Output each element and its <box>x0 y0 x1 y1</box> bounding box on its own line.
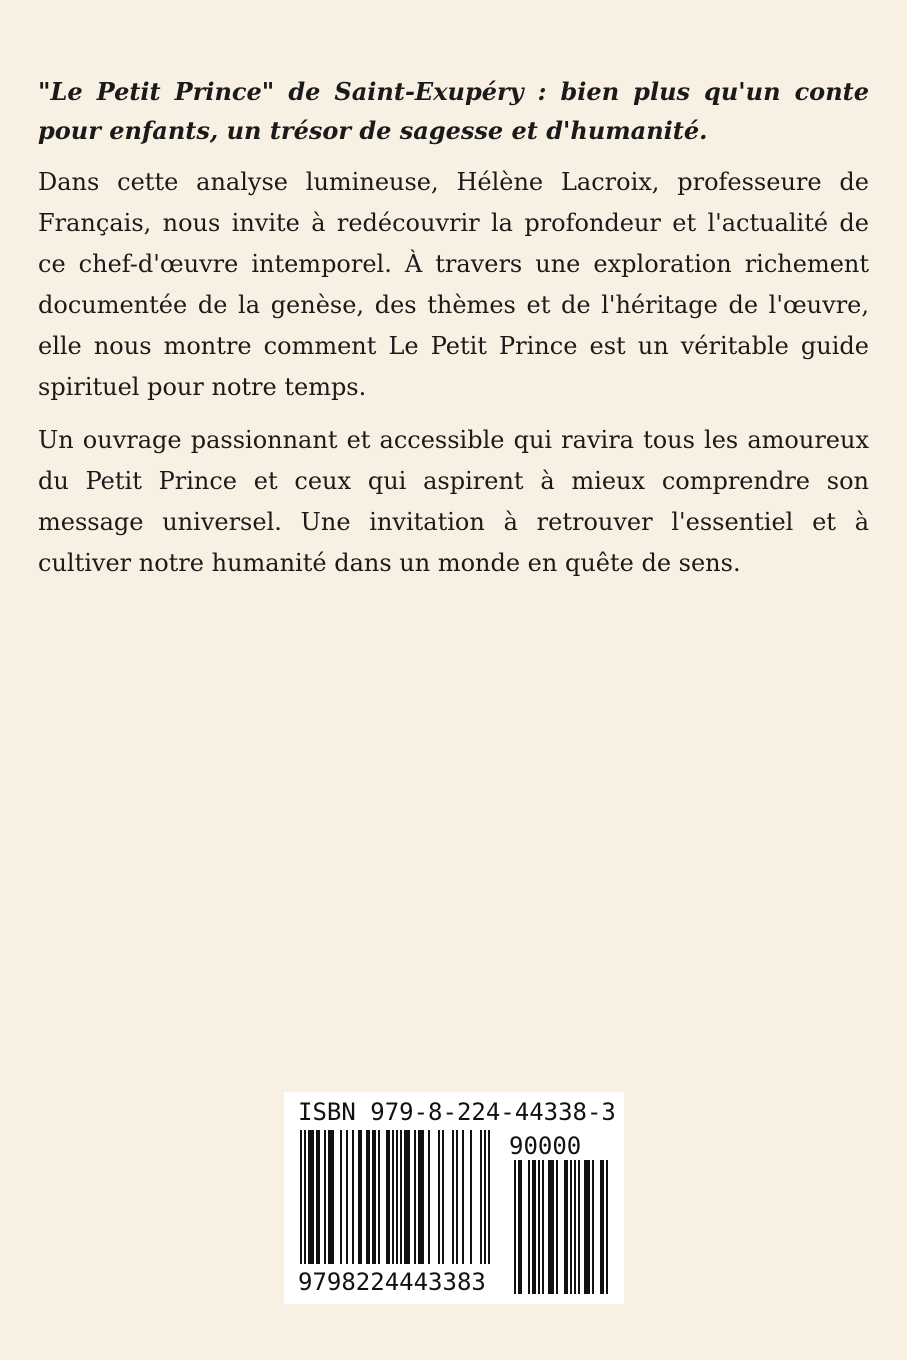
barcode-bar <box>452 1130 454 1264</box>
blurb-text-block <box>38 72 869 596</box>
barcode-bar <box>418 1130 424 1264</box>
barcode-bar <box>438 1130 440 1264</box>
barcode-bar <box>352 1130 354 1264</box>
barcode-bar <box>578 1160 580 1294</box>
barcode-bar <box>346 1130 348 1264</box>
barcode-bar <box>400 1130 402 1264</box>
barcode-bar <box>480 1130 482 1264</box>
barcode-bar <box>386 1130 390 1264</box>
isbn-barcode <box>284 1092 624 1304</box>
barcode-bar <box>316 1130 320 1264</box>
barcode-bar <box>600 1160 604 1294</box>
barcode-bar <box>548 1160 554 1294</box>
blurb-paragraph-1: Dans cette analyse lumineuse, Hélène Lacroix, professeure de Français, nous invite à redécouvrir la profondeur et l'actualité de ce chef-d'œuvre intemporel. À travers une exploration richement documentée de la genèse, des thèmes et de l'héritage de l'œuvre, elle nous montre comment Le Petit Prince est un véritable guide spirituel pour notre temps. <box>38 168 869 401</box>
barcode-bar <box>396 1130 398 1264</box>
barcode-bar <box>542 1160 544 1294</box>
barcode-bar <box>606 1160 608 1294</box>
barcode-bar <box>358 1130 362 1264</box>
barcode-bar <box>570 1160 572 1294</box>
barcode-bar <box>462 1130 464 1264</box>
barcode-bar <box>592 1160 594 1294</box>
blurb-tagline: "Le Petit Prince" de Saint-Exupéry : bien plus qu'un conte pour enfants, un trésor de sagesse et d'humanité. <box>38 77 869 145</box>
barcode-bar <box>532 1160 536 1294</box>
barcode-bar <box>574 1160 576 1294</box>
barcode-bar <box>372 1130 376 1264</box>
barcode-bar <box>564 1160 568 1294</box>
barcode-bar <box>528 1160 530 1294</box>
barcode-bar <box>584 1160 590 1294</box>
barcode-bar <box>470 1130 472 1264</box>
barcode-bar <box>300 1130 302 1264</box>
isbn-label: ISBN 979-8-224-44338-3 <box>298 1098 616 1126</box>
price-code: 90000 <box>509 1132 582 1160</box>
barcode-bar <box>392 1130 394 1264</box>
barcode-bar <box>488 1130 490 1264</box>
barcode-bar <box>378 1130 380 1264</box>
ean-digits: 9798224443383 <box>298 1268 486 1296</box>
barcode-bar <box>518 1160 522 1294</box>
price-addon-bars <box>514 1160 608 1294</box>
blurb-paragraph-2: Un ouvrage passionnant et accessible qui ravira tous les amoureux du Petit Prince et ceux qui aspirent à mieux comprendre son message universel. Une invitation à retrouver l'essentiel et à cultiver notre humanité dans un monde en quête de sens. <box>38 426 869 577</box>
barcode-bar <box>456 1130 458 1264</box>
barcode-bar <box>366 1130 370 1264</box>
barcode-bar <box>414 1130 416 1264</box>
ean13-bars <box>300 1130 490 1264</box>
barcode-bar <box>514 1160 516 1294</box>
barcode-bar <box>308 1130 314 1264</box>
barcode-bar <box>428 1130 430 1264</box>
barcode-bar <box>404 1130 410 1264</box>
barcode-bar <box>340 1130 342 1264</box>
barcode-bar <box>328 1130 334 1264</box>
barcode-bar <box>442 1130 444 1264</box>
barcode-bar <box>484 1130 486 1264</box>
barcode-bar <box>556 1160 558 1294</box>
barcode-bar <box>304 1130 306 1264</box>
barcode-bar <box>324 1130 326 1264</box>
barcode-bar <box>538 1160 540 1294</box>
